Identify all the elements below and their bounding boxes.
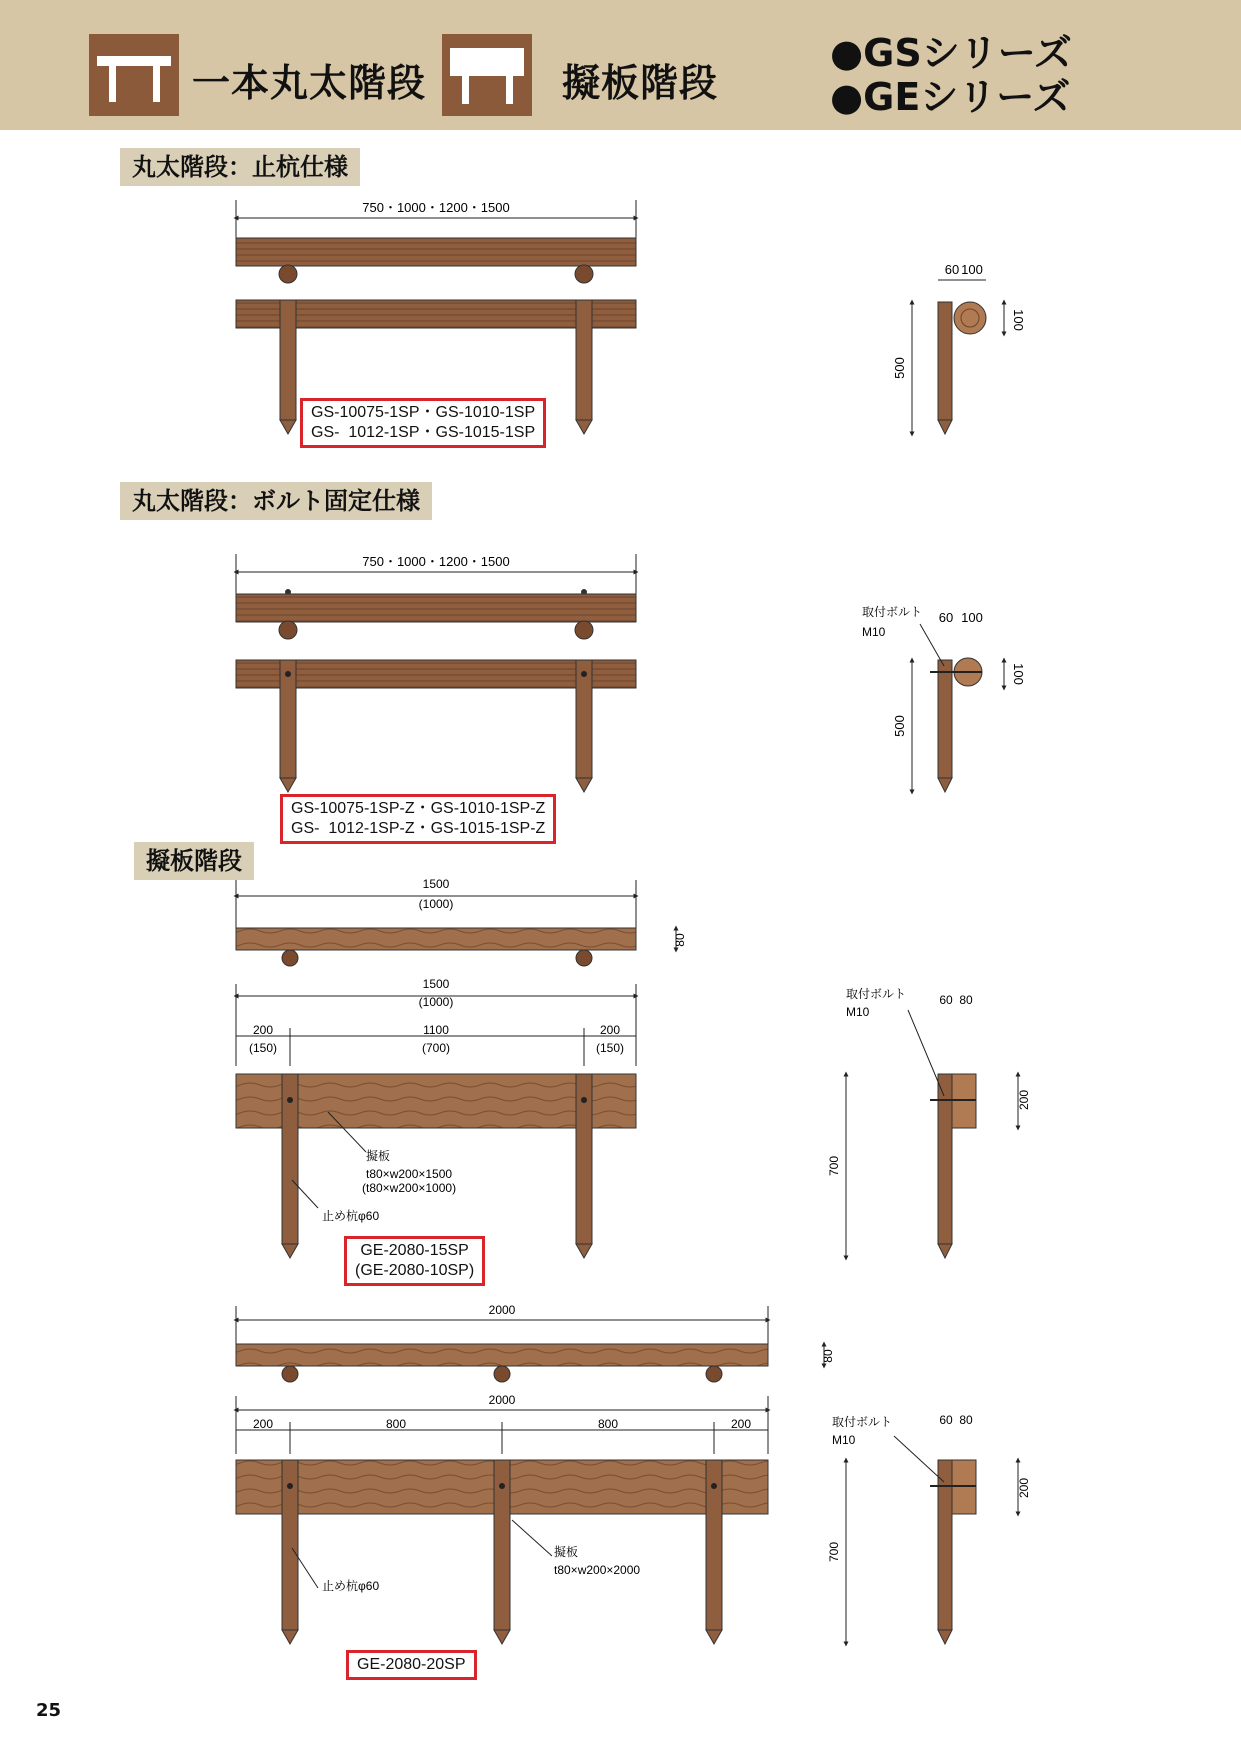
stake-side-depth: 500 bbox=[892, 357, 907, 379]
board2000-stake-label: 止め杭φ60 bbox=[322, 1579, 380, 1593]
board2000-front-view bbox=[236, 1396, 768, 1644]
board2000-side-a: 60 bbox=[939, 1413, 953, 1427]
board-front-width-alt: (1000) bbox=[418, 995, 454, 1009]
board2000-thickness: 80 bbox=[821, 1349, 835, 1363]
board-top-view bbox=[236, 880, 676, 966]
board-right-edge-alt: (150) bbox=[595, 1041, 625, 1055]
section-heading-bolt: 丸太階段：ボルト固定仕様 bbox=[120, 482, 432, 520]
board2000-seg3: 800 bbox=[597, 1417, 619, 1431]
board2000-side-b: 80 bbox=[959, 1413, 973, 1427]
bolt-label: 取付ボルト bbox=[862, 605, 923, 619]
board2000-seg1: 200 bbox=[252, 1417, 274, 1431]
stake-width-dim: 750・1000・1200・1500 bbox=[362, 200, 510, 215]
board2000-label: 擬板 bbox=[554, 1545, 579, 1559]
stake-side-b: 100 bbox=[961, 262, 983, 277]
board2000-model-numbers: GE-2080-20SP bbox=[346, 1650, 477, 1680]
board-stake-label: 止め杭φ60 bbox=[322, 1209, 380, 1223]
board-bolt-label: 取付ボルト bbox=[846, 987, 907, 1001]
stake-model-numbers: GS-10075-1SP・GS-1010-1SP GS- 1012-1SP・GS-1015-1SP bbox=[300, 398, 546, 448]
stake-side-a: 60 bbox=[944, 262, 960, 277]
series-gs: ●GSシリーズ bbox=[830, 31, 1072, 75]
section-heading-stake: 丸太階段：止杭仕様 bbox=[120, 148, 360, 186]
bolt-side-height: 100 bbox=[1011, 663, 1026, 685]
board-spec: t80×w200×1500 bbox=[366, 1167, 453, 1181]
board-front-width: 1500 bbox=[422, 977, 450, 991]
board2000-side-view bbox=[846, 1436, 1018, 1644]
board-span-alt: (700) bbox=[421, 1041, 451, 1055]
board2000-side-depth: 700 bbox=[827, 1541, 841, 1563]
board-side-b: 80 bbox=[959, 993, 973, 1007]
bolt-side-view bbox=[912, 624, 1004, 792]
page-number: 25 bbox=[36, 1700, 62, 1721]
board2000-spec: t80×w200×2000 bbox=[554, 1563, 641, 1577]
series-ge: ●GEシリーズ bbox=[830, 75, 1071, 119]
board-thickness: 80 bbox=[673, 933, 687, 947]
board2000-top-width: 2000 bbox=[488, 1303, 516, 1317]
bolt-side-depth: 500 bbox=[892, 715, 907, 737]
title-log-steps: 一本丸太階段 bbox=[192, 61, 427, 105]
bolt-side-a: 60 bbox=[938, 610, 954, 625]
board-side-a: 60 bbox=[939, 993, 953, 1007]
board-spec-alt: (t80×w200×1000) bbox=[362, 1181, 457, 1195]
board2000-seg4: 200 bbox=[730, 1417, 752, 1431]
board-left-edge-alt: (150) bbox=[248, 1041, 278, 1055]
board2000-bolt-label: 取付ボルト bbox=[832, 1415, 893, 1429]
bolt-width-dim: 750・1000・1200・1500 bbox=[362, 554, 510, 569]
board2000-side-height: 200 bbox=[1017, 1477, 1031, 1499]
board2000-bolt-size: M10 bbox=[832, 1433, 856, 1447]
bolt-model-numbers: GS-10075-1SP-Z・GS-1010-1SP-Z GS- 1012-1SP-Z・GS-1015-1SP-Z bbox=[280, 794, 556, 844]
board-side-depth: 700 bbox=[827, 1155, 841, 1177]
bolt-size: M10 bbox=[862, 625, 886, 639]
stake-side-height: 100 bbox=[1011, 309, 1026, 331]
board2000-seg2: 800 bbox=[385, 1417, 407, 1431]
board-label: 擬板 bbox=[366, 1149, 391, 1163]
board-right-edge: 200 bbox=[599, 1023, 621, 1037]
title-board-steps: 擬板階段 bbox=[562, 61, 719, 105]
board-top-width: 1500 bbox=[422, 877, 450, 891]
board-span: 1100 bbox=[423, 1023, 449, 1037]
bolt-front-view bbox=[236, 660, 636, 792]
board-side-view bbox=[846, 1010, 1018, 1258]
board-side-height: 200 bbox=[1017, 1089, 1031, 1111]
board2000-front-width: 2000 bbox=[488, 1393, 516, 1407]
board-left-edge: 200 bbox=[252, 1023, 274, 1037]
section-heading-board: 擬板階段 bbox=[134, 842, 254, 880]
board-bolt-size: M10 bbox=[846, 1005, 870, 1019]
board2000-top-view bbox=[236, 1306, 824, 1382]
board-model-numbers: GE-2080-15SP (GE-2080-10SP) bbox=[344, 1236, 485, 1286]
bolt-side-b: 100 bbox=[961, 610, 983, 625]
board-top-width-alt: (1000) bbox=[418, 897, 454, 911]
stake-side-view bbox=[912, 280, 1004, 434]
